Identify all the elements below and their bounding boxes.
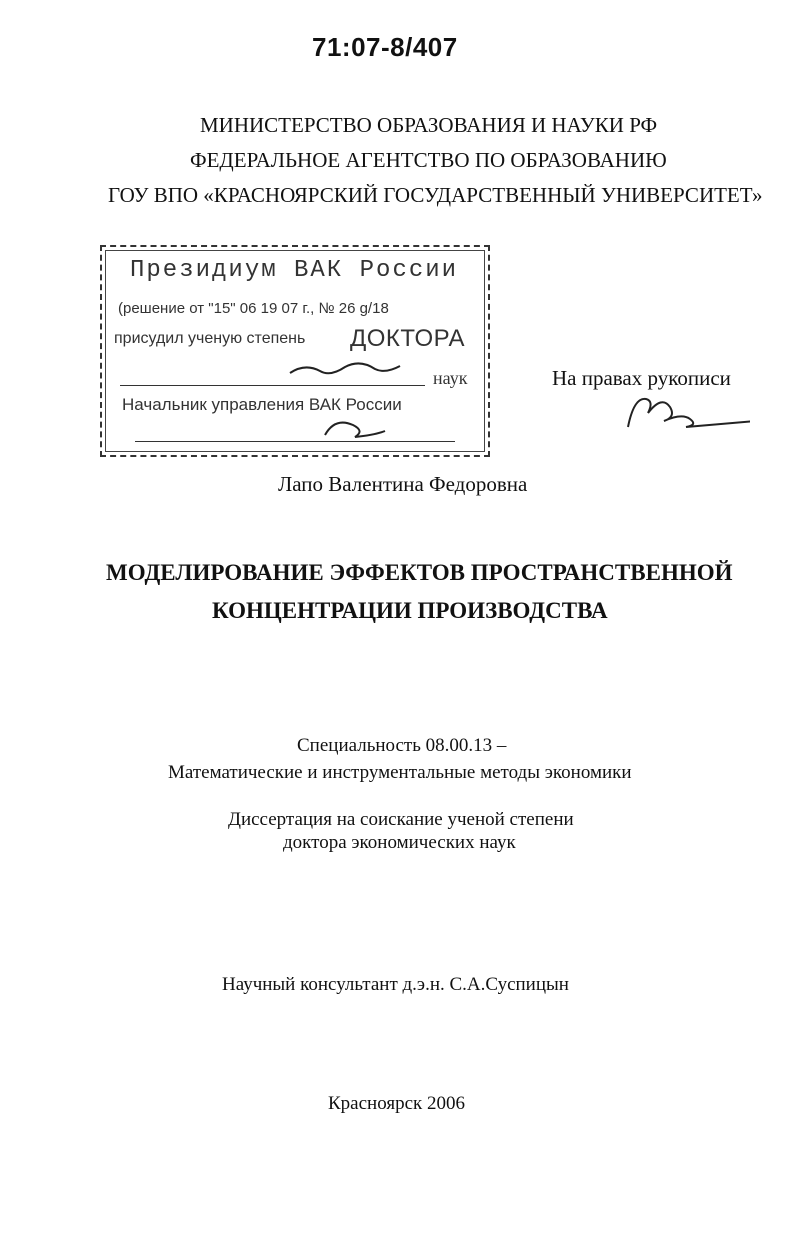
- stamp-sciences: наук: [433, 368, 468, 388]
- vak-stamp: [100, 245, 490, 457]
- scientific-consultant: Научный консультант д.э.н. С.А.Суспицын: [222, 974, 569, 995]
- stamp-chief-title: Начальник управления ВАК России: [122, 395, 402, 414]
- stamp-decision: (решение от "15" 06 19 07 г., № 26 g/18: [118, 300, 389, 317]
- handwritten-economic-scribble: [290, 363, 400, 373]
- specialty-code: Специальность 08.00.13 –: [297, 735, 507, 756]
- dissertation-line-2: доктора экономических наук: [283, 832, 516, 853]
- stamp-title: Президиум ВАК России: [130, 257, 459, 284]
- stamp-signature-scribble: [325, 423, 385, 437]
- stamp-degree: ДОКТОРА: [350, 325, 466, 352]
- ministry-line: МИНИСТЕРСТВО ОБРАЗОВАНИЯ И НАУКИ РФ: [200, 113, 658, 137]
- title-line-1: МОДЕЛИРОВАНИЕ ЭФФЕКТОВ ПРОСТРАНСТВЕННОЙ: [106, 560, 733, 585]
- specialty-name: Математические и инструментальные методы экономики: [168, 762, 632, 783]
- stamp-awarded-text: присудил ученую степень: [114, 330, 306, 347]
- author-signature: [620, 392, 750, 434]
- author-name: Лапо Валентина Федоровна: [278, 472, 528, 496]
- stamp-handwriting: [100, 245, 490, 457]
- university-line: ГОУ ВПО «КРАСНОЯРСКИЙ ГОСУДАРСТВЕННЫЙ УНИВЕРСИТЕТ»: [108, 183, 763, 207]
- manuscript-rights-note: На правах рукописи: [552, 366, 731, 390]
- title-line-2: КОНЦЕНТРАЦИИ ПРОИЗВОДСТВА: [212, 598, 608, 623]
- signature-stroke: [628, 399, 750, 427]
- dissertation-line-1: Диссертация на соискание ученой степени: [228, 809, 574, 830]
- city-year: Красноярск 2006: [328, 1093, 465, 1114]
- document-code: 71:07-8/407: [312, 32, 458, 62]
- agency-line: ФЕДЕРАЛЬНОЕ АГЕНТСТВО ПО ОБРАЗОВАНИЮ: [190, 148, 667, 172]
